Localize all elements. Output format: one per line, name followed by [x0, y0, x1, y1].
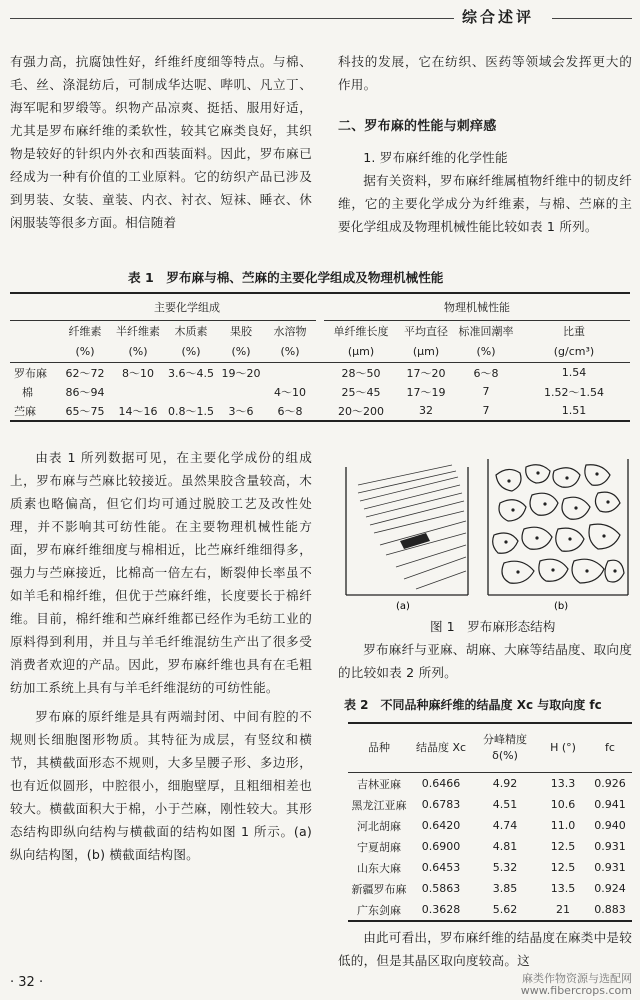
- table-cell: 7: [454, 401, 518, 421]
- table-row: [348, 836, 632, 857]
- table-row: [348, 857, 632, 878]
- table-cell: 3.6～4.5: [168, 366, 214, 380]
- table1-group-row: [10, 293, 630, 321]
- subsection-heading: 1. 罗布麻纤维的化学性能: [363, 150, 508, 165]
- table-row: [10, 363, 630, 383]
- table1-caption: 表 1 罗布麻与棉、苎麻的主要化学组成及物理机械性能: [128, 270, 444, 285]
- table-cell: 0.6783: [421, 798, 461, 811]
- table-cell: 新疆罗布麻: [351, 882, 407, 896]
- column-header: 单纤维长度: [333, 324, 389, 338]
- table-cell: 黑龙江亚麻: [351, 798, 407, 812]
- group-physical: 物理机械性能: [324, 293, 630, 321]
- table-cell: 4.51: [492, 798, 518, 811]
- column-unit: (%): [164, 340, 218, 363]
- column-unit: (%): [218, 340, 264, 363]
- table1-header-row: [10, 321, 630, 341]
- watermark-line-1: 麻类作物资源与选配网: [522, 972, 632, 985]
- table-cell: [164, 382, 218, 401]
- paragraph: 科技的发展，它在纺织、医药等领域会发挥更大的作用。: [338, 54, 632, 92]
- table-cell: 0.940: [594, 819, 626, 832]
- column-unit: (%): [264, 340, 316, 363]
- table-cell: 5.32: [492, 861, 518, 874]
- column-header: 品种: [348, 723, 410, 773]
- table2-header-row: [348, 723, 632, 773]
- figure-label-a: (a): [396, 601, 410, 612]
- figure-caption: 图 1 罗布麻形态结构: [430, 619, 556, 634]
- table-cell: 62～72: [65, 366, 105, 380]
- row-label: 棉: [22, 385, 33, 399]
- table-cell: 4.74: [492, 819, 518, 832]
- table-cell: 10.6: [550, 798, 576, 811]
- table-cell: 4～10: [274, 385, 306, 399]
- right-column-middle: [338, 638, 632, 684]
- table-cell: 3～6: [218, 401, 264, 421]
- table-cell: 13.5: [550, 882, 576, 895]
- table-cell: 6～8: [264, 401, 316, 421]
- table-cell: 13.3: [550, 777, 576, 790]
- left-column-bottom: [10, 446, 312, 866]
- table-cell: 20～200: [324, 401, 398, 421]
- table-cell: 3.85: [492, 882, 518, 895]
- table1-unit-row: [10, 340, 630, 363]
- table-cell: 25～45: [341, 385, 381, 399]
- column-header: 平均直径: [404, 324, 448, 338]
- right-column-bottom: [338, 926, 632, 972]
- table-cell: 17～20: [406, 366, 446, 380]
- column-unit: (%): [58, 340, 112, 363]
- figure-1: [340, 445, 634, 615]
- table-cell: 4.81: [492, 840, 518, 853]
- paragraph: 有强力高，抗腐蚀性好，纤维纤度细等特点。与棉、毛、丝、涤混纺后，可制成华达呢、哔叽、凡立丁、海军呢和罗缎等。织物产品凉爽、挺括、服用好适，尤其是罗布麻纤维的柔软性，较其它麻类良好，其织物是较好的针织内外衣和西装面料。因此，罗布麻已经成为一种有价值的工业原料。它的纺织产品已涉及到男装、女装、童装、内衣、衬衣、短袜、睡衣、休闲服装等很多方面。相信随着: [10, 54, 312, 230]
- column-unit: (g/cm³): [518, 340, 630, 363]
- table-cell: 65～75: [58, 401, 112, 421]
- table-cell: 0.3628: [410, 899, 472, 921]
- table-cell: 86～94: [65, 385, 105, 399]
- table-cell: 0.6466: [421, 777, 461, 790]
- table-cell: 0.931: [594, 861, 626, 874]
- table-cell: 0.931: [594, 840, 626, 853]
- column-header: 半纤维素: [116, 324, 160, 338]
- table-cell: 0.8～1.5: [164, 401, 218, 421]
- table-cell: 12.5: [550, 861, 576, 874]
- table-cell: 1.51: [518, 401, 630, 421]
- table-cell: 0.924: [594, 882, 626, 895]
- table-row: [348, 794, 632, 815]
- paragraph: 由此可看出，罗布麻纤维的结晶度在麻类中是较低的，但是其晶区取向度较高。这: [338, 930, 632, 968]
- table-cell: 吉林亚麻: [357, 777, 401, 791]
- table-cell: 1.54: [561, 366, 587, 379]
- table-row: [348, 773, 632, 795]
- column-header: 水溶物: [273, 324, 307, 338]
- paragraph: 罗布麻的原纤维是具有两端封闭、中间有腔的不规则长细胞图形物质。其特征为成层，有竖纹和横节，其横截面形态不规则，大多呈腰子形、多边形，也有近似圆形，中腔很小，细胞壁厚，且粗细相差也较大。横截面积大于棉，小于苎麻，刚性较大。其形态结构即纵向结构与横截面的结构如图 1 所示。(a) 纵向结构图，(b) 横截面结构图。: [10, 709, 312, 862]
- table-cell: 0.5863: [421, 882, 461, 895]
- section-header-title: 综合述评: [462, 8, 535, 26]
- paragraph: 罗布麻纤与亚麻、胡麻、大麻等结晶度、取向度的比较如表 2 所列。: [338, 642, 632, 680]
- column-header: 果胶: [230, 324, 252, 338]
- table-cell: 广东剑麻: [348, 899, 410, 921]
- table-row: [348, 899, 632, 921]
- table-cell: 河北胡麻: [357, 819, 401, 833]
- group-chemical: 主要化学组成: [58, 293, 316, 321]
- column-header: 分峰精度 δ(%): [472, 723, 538, 773]
- column-unit: (%): [454, 340, 518, 363]
- table-cell: [264, 363, 316, 383]
- column-header: 木质素: [174, 324, 208, 338]
- table-cell: 8～10: [122, 366, 154, 380]
- table-cell: [112, 382, 164, 401]
- table-cell: 19～20: [221, 366, 261, 380]
- table-cell: 17～19: [406, 385, 446, 399]
- table-cell: 7: [482, 385, 490, 398]
- column-header: 比重: [563, 324, 585, 338]
- paragraph: 据有关资料，罗布麻纤维属植物纤维中的韧皮纤维，它的主要化学成分为纤维素，与棉、苎麻的主要化学组成及物理机械性能比较如表 1 所列。: [338, 173, 632, 234]
- paragraph: 由表 1 所列数据可见，在主要化学成份的组成上，罗布麻与苎麻比较接近。虽然果胶含量较高，木质素也略偏高，但它们均可通过脱胶工艺及改性处理，并不影响其可纺性能。在主要物理机械性能方面，罗布麻纤维细度与棉相近，比苎麻纤维细得多，强力与苎麻接近，比棉高一倍左右，断裂伸长率虽不如羊毛和棉纤维，但优于苎麻纤维，长度要长于棉纤维。目前，棉纤维和苎麻纤维都已经作为毛纺工业的原料得到利用，并且与羊毛纤维混纺生产出了很多受消费者欢迎的产品。因此，罗布麻纤维也具有在毛粗纺加工系统上具有与羊毛纤维混纺的可纺性能。: [10, 450, 312, 695]
- column-unit: (μm): [398, 340, 454, 363]
- table-cell: 21: [538, 899, 588, 921]
- column-header: 结晶度 Xc: [410, 723, 472, 773]
- table1: [10, 292, 630, 422]
- table2: [348, 722, 632, 922]
- table-cell: 14～16: [112, 401, 164, 421]
- table-cell: 32: [398, 401, 454, 421]
- column-header: 纤维素: [68, 324, 102, 338]
- column-unit: (%): [112, 340, 164, 363]
- table-cell: 0.926: [594, 777, 626, 790]
- watermark-line-2: www.fibercrops.com: [520, 984, 632, 997]
- table-cell: 0.6900: [421, 840, 461, 853]
- table-row: [10, 401, 630, 421]
- left-column-top: [10, 50, 312, 234]
- table-cell: 5.62: [472, 899, 538, 921]
- column-header: fc: [588, 723, 632, 773]
- table-cell: 0.6420: [421, 819, 461, 832]
- table-cell: 4.92: [492, 777, 518, 790]
- table-cell: 6～8: [473, 366, 499, 380]
- column-header: H (°): [538, 723, 588, 773]
- header-rule-left: [10, 18, 454, 19]
- table-cell: [218, 382, 264, 401]
- row-label: 苎麻: [10, 401, 58, 421]
- figure-1a-longitudinal-structure: [346, 465, 468, 612]
- figure-1b-cross-section: [488, 459, 628, 612]
- table-row: [348, 815, 632, 836]
- table-cell: 28～50: [341, 366, 381, 380]
- table2-caption: 表 2 不同品种麻纤维的结晶度 Xc 与取向度 fc: [344, 698, 602, 712]
- table-cell: 11.0: [550, 819, 576, 832]
- table-row: [10, 382, 630, 401]
- section-heading: 二、罗布麻的性能与刺痒感: [338, 119, 497, 134]
- table-cell: 山东大麻: [357, 861, 401, 875]
- table-cell: 0.883: [588, 899, 632, 921]
- figure-label-b: (b): [554, 601, 569, 612]
- table-cell: 0.6453: [421, 861, 461, 874]
- column-unit: (μm): [324, 340, 398, 363]
- table-row: [348, 878, 632, 899]
- column-header: 标准回潮率: [458, 324, 514, 338]
- table-cell: 0.941: [594, 798, 626, 811]
- table-cell: 宁夏胡麻: [357, 840, 401, 854]
- right-column-top: [338, 50, 632, 238]
- row-label: 罗布麻: [14, 366, 47, 380]
- header-rule-right: [552, 18, 632, 19]
- table-cell: 12.5: [550, 840, 576, 853]
- page-number: · 32 ·: [10, 975, 44, 990]
- table-cell: 1.52～1.54: [544, 385, 604, 399]
